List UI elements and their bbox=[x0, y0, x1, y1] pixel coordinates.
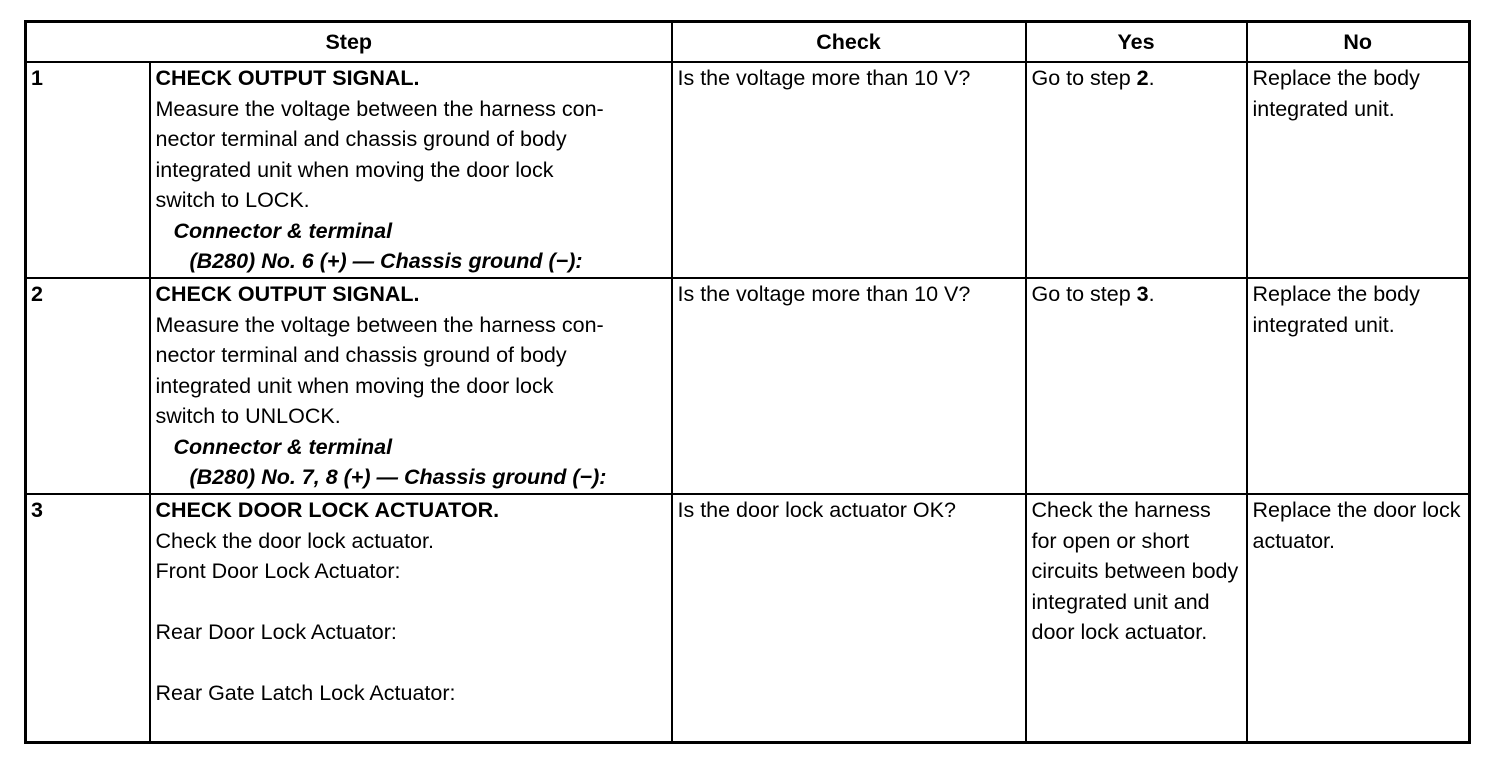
no-cell: Replace the door lock actuator. bbox=[1247, 494, 1470, 742]
step-line: switch to LOCK. bbox=[155, 188, 310, 212]
step-line: Rear Gate Latch Lock Actuator: bbox=[155, 681, 456, 705]
header-no: No bbox=[1247, 22, 1470, 63]
table-row bbox=[26, 62, 1470, 278]
check-cell: Is the voltage more than 10 V? bbox=[672, 62, 1026, 278]
header-yes: Yes bbox=[1026, 22, 1247, 63]
header-step: Step bbox=[26, 22, 672, 63]
yes-suffix: . bbox=[1148, 282, 1155, 306]
table-row bbox=[26, 494, 1470, 742]
step-title: CHECK DOOR LOCK ACTUATOR. bbox=[155, 498, 500, 522]
check-cell: Is the voltage more than 10 V? bbox=[672, 278, 1026, 494]
step-line: nector terminal and chassis ground of body bbox=[155, 343, 567, 367]
yes-cell: Check the harness for open or short circuits between body integrated unit and door lock actuator. bbox=[1026, 494, 1247, 742]
step-description bbox=[150, 278, 672, 494]
step-line: Rear Door Lock Actuator: bbox=[155, 620, 397, 644]
connector-label: Connector & terminal bbox=[173, 434, 393, 459]
yes-prefix: Go to step bbox=[1031, 66, 1137, 90]
yes-cell bbox=[1026, 62, 1247, 278]
yes-suffix: . bbox=[1148, 66, 1155, 90]
connector-label: Connector & terminal bbox=[173, 218, 393, 243]
step-line: switch to UNLOCK. bbox=[155, 404, 341, 428]
no-cell: Replace the body integrated unit. bbox=[1247, 278, 1470, 494]
step-description bbox=[150, 62, 672, 278]
step-number: 2 bbox=[26, 278, 150, 494]
yes-prefix: Go to step bbox=[1031, 282, 1137, 306]
connector-value: (B280) No. 6 (+) — Chassis ground (−): bbox=[189, 249, 583, 273]
step-line: nector terminal and chassis ground of body bbox=[155, 127, 567, 151]
no-cell: Replace the body integrated unit. bbox=[1247, 62, 1470, 278]
yes-cell bbox=[1026, 278, 1247, 494]
step-line: Measure the voltage between the harness con- bbox=[155, 96, 604, 121]
diagnostic-table bbox=[24, 20, 1471, 744]
check-cell: Is the door lock actuator OK? bbox=[672, 494, 1026, 742]
step-description bbox=[150, 494, 672, 742]
header-row bbox=[26, 22, 1470, 63]
step-line: Front Door Lock Actuator: bbox=[155, 559, 401, 583]
step-line: Measure the voltage between the harness con- bbox=[155, 312, 604, 337]
step-number: 1 bbox=[26, 62, 150, 278]
step-title: CHECK OUTPUT SIGNAL. bbox=[155, 282, 420, 306]
yes-step-number: 3 bbox=[1136, 282, 1149, 306]
table-row bbox=[26, 278, 1470, 494]
step-number: 3 bbox=[26, 494, 150, 742]
yes-step-number: 2 bbox=[1136, 66, 1149, 90]
step-line: Check the door lock actuator. bbox=[155, 528, 434, 553]
spacer bbox=[156, 648, 666, 679]
step-line: integrated unit when moving the door lock bbox=[155, 373, 554, 398]
step-title: CHECK OUTPUT SIGNAL. bbox=[155, 66, 420, 90]
spacer bbox=[156, 587, 666, 618]
step-line: integrated unit when moving the door lock bbox=[155, 157, 554, 182]
connector-value: (B280) No. 7, 8 (+) — Chassis ground (−): bbox=[189, 465, 607, 489]
header-check: Check bbox=[672, 22, 1026, 63]
